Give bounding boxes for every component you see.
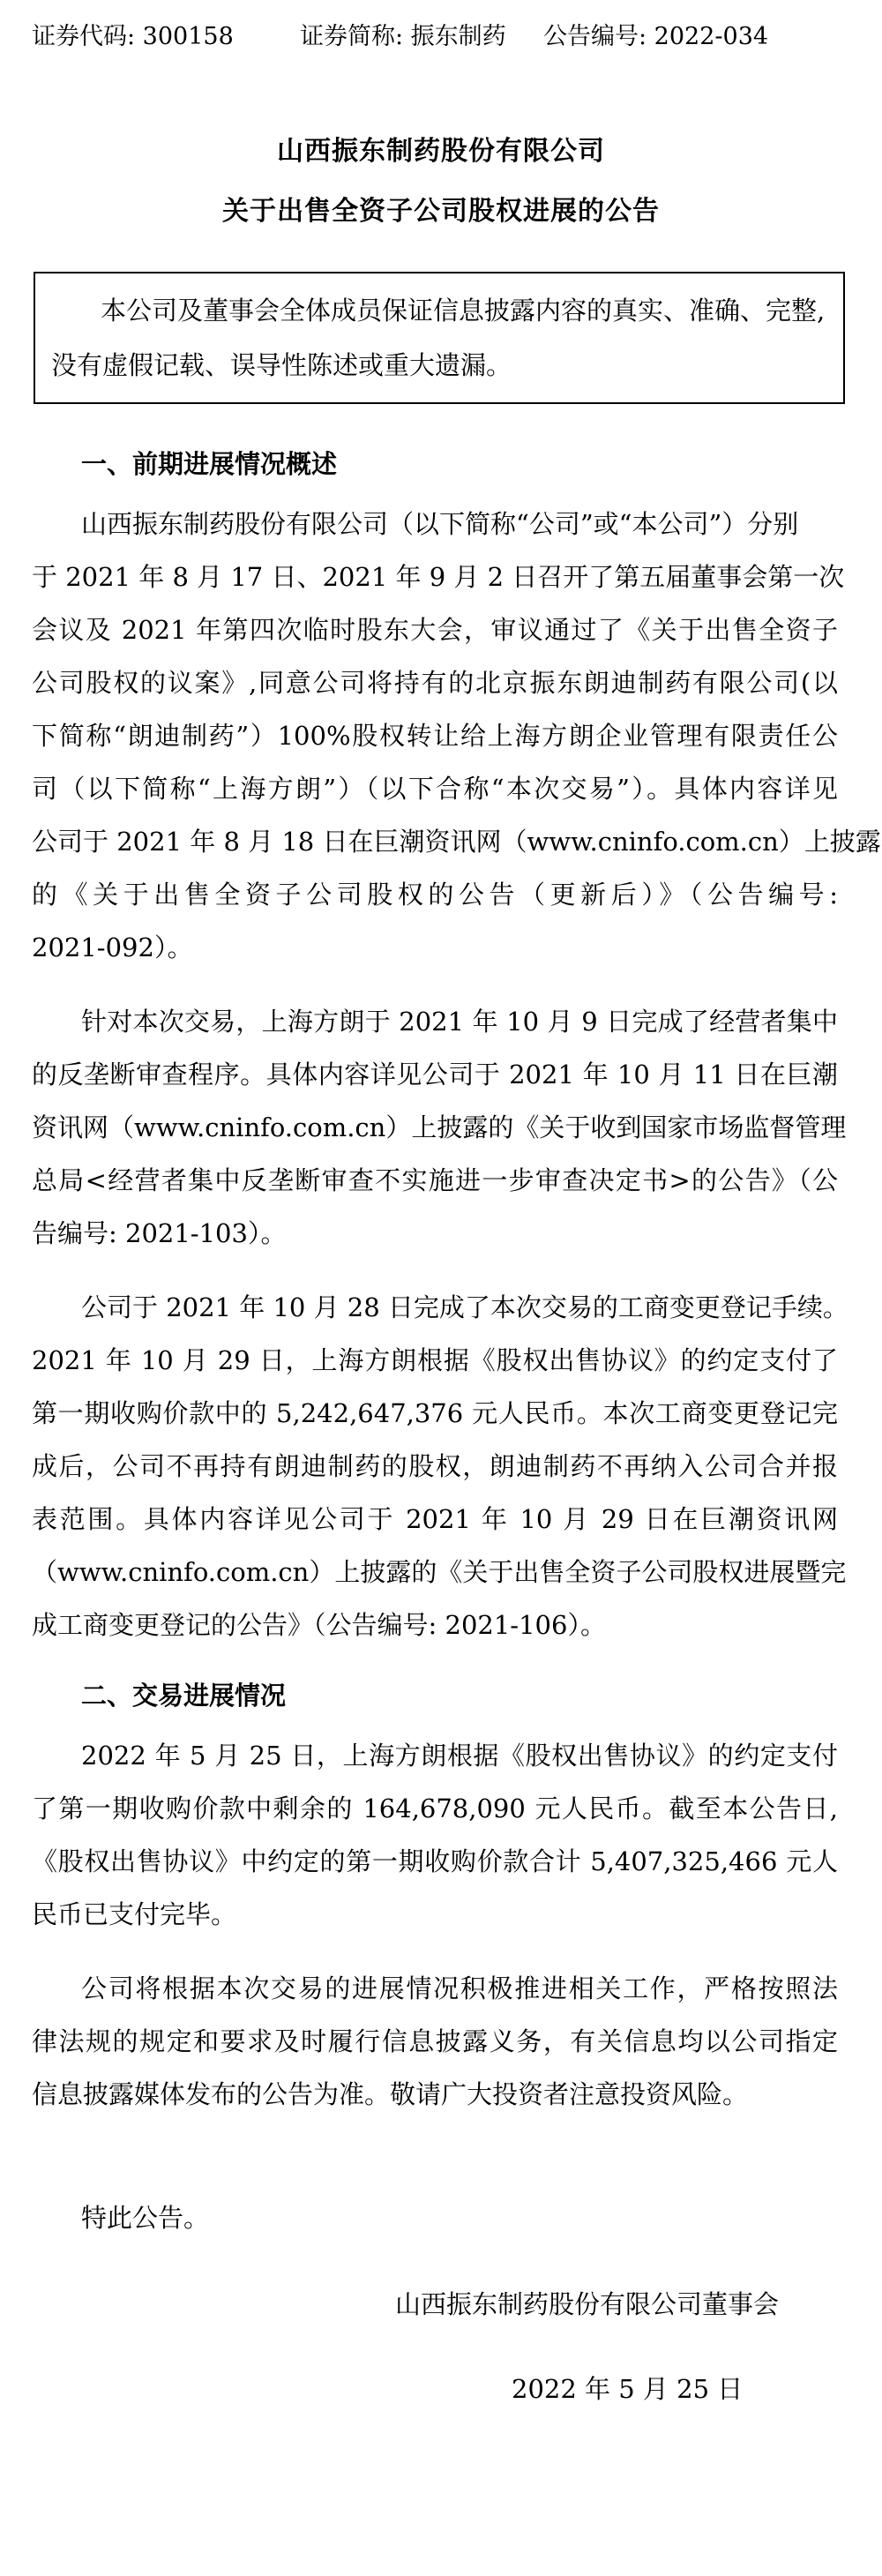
paragraph-line: 2021 年 10 月 29 日，上海方朗根据《股权出售协议》的约定支付了 [32, 1345, 838, 1375]
section-heading-2: 二、交易进展情况 [81, 1681, 287, 1711]
announcement-number: 公告编号: 2022-034 [543, 23, 769, 50]
signatory-company: 山西振东制药股份有限公司董事会 [395, 2289, 780, 2319]
paragraph-line: 于 2021 年 8 月 17 日、2021 年 9 月 2 日召开了第五届董事会第一次 [32, 562, 845, 592]
paragraph-line: 的《关于出售全资子公司股权的公告（更新后）》（公告编号: [32, 880, 838, 910]
disclaimer-box [34, 272, 845, 404]
paragraph-line: 公司于 2021 年 8 月 18 日在巨潮资讯网（www.cninfo.com.cn）上披露 [32, 827, 881, 857]
paragraph-line: 成工商变更登记的公告》（公告编号: 2021-106）。 [32, 1610, 606, 1640]
paragraph-line: 《股权出售协议》中约定的第一期收购价款合计 5,407,325,466 元人 [32, 1846, 838, 1876]
paragraph-line: 资讯网（www.cninfo.com.cn）上披露的《关于收到国家市场监督管理 [32, 1112, 847, 1142]
announcement-title: 关于出售全资子公司股权进展的公告 [222, 196, 660, 227]
paragraph-line: 针对本次交易，上海方朗于 2021 年 10 月 9 日完成了经营者集中 [81, 1007, 838, 1037]
signature-date: 2022 年 5 月 25 日 [512, 2374, 744, 2404]
paragraph-line: 2022 年 5 月 25 日，上海方朗根据《股权出售协议》的约定支付 [81, 1741, 838, 1771]
section-heading-1: 一、前期进展情况概述 [81, 449, 338, 479]
stock-short-name: 证券简称: 振东制药 [300, 23, 506, 50]
paragraph-line: 山西振东制药股份有限公司（以下简称“公司”或“本公司”）分别 [81, 509, 799, 539]
paragraph-line: 信息披露媒体发布的公告为准。敬请广大投资者注意投资风险。 [32, 2079, 749, 2109]
paragraph-line: 下简称“朗迪制药”）100%股权转让给上海方朗企业管理有限责任公 [32, 721, 838, 751]
paragraph-line: 2021-092）。 [32, 932, 193, 962]
company-title: 山西振东制药股份有限公司 [277, 136, 605, 167]
header-bar [0, 19, 882, 55]
stock-code: 证券代码: 300158 [32, 23, 234, 50]
paragraph-line: 告编号: 2021-103）。 [32, 1218, 287, 1248]
paragraph-line: 的反垄断审查程序。具体内容详见公司于 2021 年 10 月 11 日在巨潮 [32, 1060, 838, 1090]
paragraph-line: 表范围。具体内容详见公司于 2021 年 10 月 29 日在巨潮资讯网 [32, 1504, 838, 1534]
paragraph-line: 公司于 2021 年 10 月 28 日完成了本次交易的工商变更登记手续。 [81, 1292, 848, 1322]
paragraph-line: 会议及 2021 年第四次临时股东大会，审议通过了《关于出售全资子 [32, 615, 838, 645]
disclaimer-line-1: 本公司及董事会全体成员保证信息披露内容的真实、准确、完整, [101, 296, 826, 326]
paragraph-line: 第一期收购价款中的 5,242,647,376 元人民币。本次工商变更登记完 [32, 1398, 838, 1428]
disclaimer-line-2: 没有虚假记载、误导性陈述或重大遗漏。 [51, 350, 512, 380]
paragraph-line: 律法规的规定和要求及时履行信息披露义务，有关信息均以公司指定 [32, 2026, 838, 2056]
paragraph-line: 公司股权的议案》,同意公司将持有的北京振东朗迪制药有限公司(以 [32, 668, 838, 698]
paragraph-line: 总局<经营者集中反垄断审查不实施进一步审查决定书>的公告》（公 [32, 1165, 838, 1195]
paragraph-line: （www.cninfo.com.cn）上披露的《关于出售全资子公司股权进展暨完 [32, 1557, 847, 1587]
closing-remark: 特此公告。 [81, 2203, 210, 2233]
paragraph-line: 了第一期收购价款中剩余的 164,678,090 元人民币。截至本公告日, [32, 1793, 838, 1823]
paragraph-line: 民币已支付完毕。 [32, 1899, 237, 1929]
paragraph-line: 公司将根据本次交易的进展情况积极推进相关工作，严格按照法 [81, 1973, 838, 2003]
paragraph-line: 成后，公司不再持有朗迪制药的股权，朗迪制药不再纳入公司合并报 [32, 1451, 838, 1481]
paragraph-line: 司（以下简称“上海方朗”）（以下合称“本次交易”）。具体内容详见 [32, 774, 838, 804]
